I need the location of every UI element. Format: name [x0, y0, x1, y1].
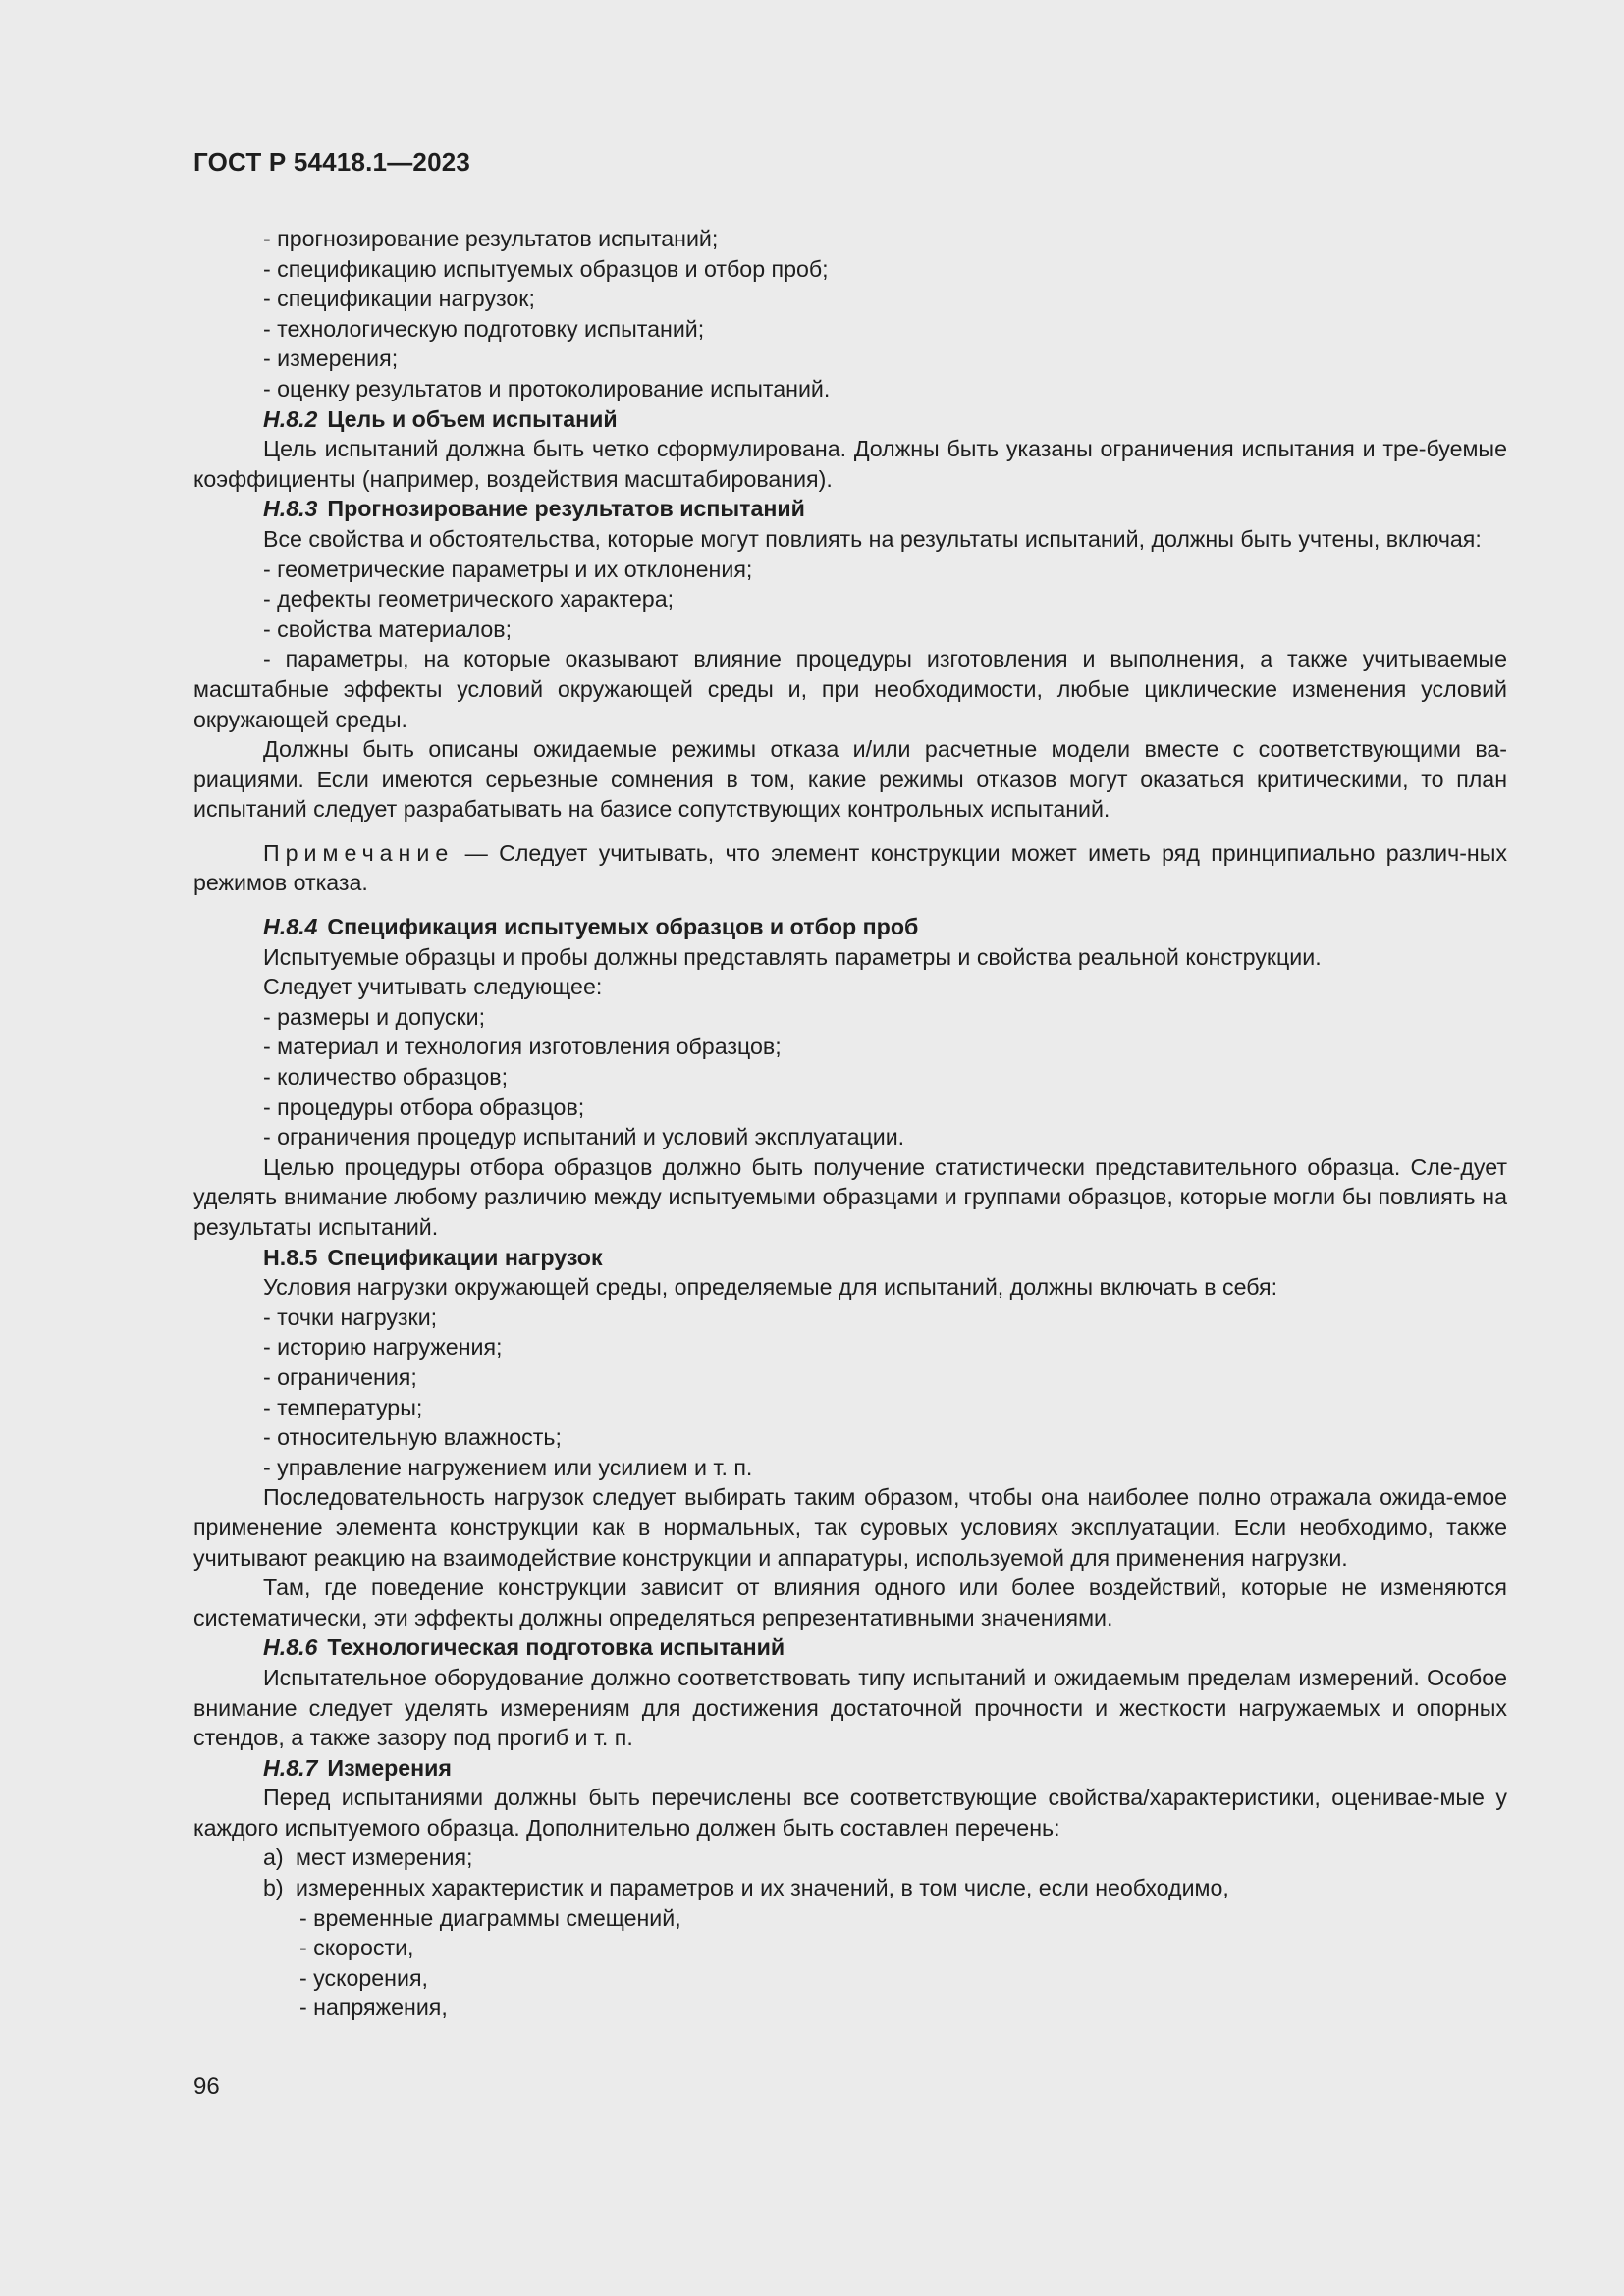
- list-item: - количество образцов;: [263, 1064, 509, 1091]
- list-item: - процедуры отбора образцов;: [263, 1094, 585, 1120]
- note: [193, 838, 1507, 898]
- intro-list: [193, 224, 1507, 404]
- list-item: - свойства материалов;: [263, 615, 513, 642]
- item-label: b): [263, 1875, 284, 1901]
- paragraph: Цель испытаний должна быть четко сформулирована. Должны быть указаны ограничения испытания и тре-буемые коэффициенты (например, воздействия масштабирования).: [193, 436, 1507, 492]
- item-text: измеренных характеристик и параметров и их значений, в том числе, если необходимо,: [296, 1875, 1229, 1901]
- section-title: Измерения: [327, 1754, 452, 1781]
- note-label: Примечание: [263, 839, 455, 866]
- page-body: [193, 224, 1507, 2023]
- paragraph: Следует учитывать следующее:: [263, 974, 603, 1000]
- sub-list-item: - временные диаграммы смещений,: [299, 1904, 681, 1931]
- item-label: a): [263, 1844, 284, 1871]
- paragraph: Условия нагрузки окружающей среды, определяемые для испытаний, должны включать в себя:: [263, 1274, 1278, 1301]
- list-item: - материал и технология изготовления образцов;: [263, 1034, 782, 1060]
- list-item: - измерения;: [263, 346, 399, 372]
- section-number: Н.8.4: [263, 914, 318, 940]
- enumerated-item: [193, 1873, 1507, 1903]
- list-item: - ограничения процедур испытаний и условий эксплуатации.: [263, 1124, 905, 1150]
- list-item: - спецификацию испытуемых образцов и отбор проб;: [263, 255, 829, 282]
- paragraph: Испытуемые образцы и пробы должны представлять параметры и свойства реальной конструкции.: [263, 943, 1322, 970]
- section-number: Н.8.2: [263, 405, 318, 432]
- document-header: ГОСТ Р 54418.1—2023: [193, 147, 471, 177]
- section-heading-h87: [193, 1753, 1507, 1784]
- paragraph: Испытательное оборудование должно соответствовать типу испытаний и ожидаемым пределам измерений. Особое внимание следует уделять измерениям для достижения достаточной прочности и жесткости нагружаемых и опорных стендов, а также зазору под прогиб и т. п.: [193, 1664, 1507, 1751]
- paragraph: Должны быть описаны ожидаемые режимы отказа и/или расчетные модели вместе с соответствующими ва-риациями. Если имеются серьезные сомнения в том, какие режимы отказов могут оказаться критическими, то план испытаний следует разрабатывать на базисе сопутствующих контрольных испытаний.: [193, 736, 1507, 823]
- sub-list-item: - напряжения,: [299, 1995, 448, 2021]
- section-heading-h84: [193, 912, 1507, 942]
- list-item: - точки нагрузки;: [263, 1304, 438, 1330]
- list-item: - относительную влажность;: [263, 1424, 562, 1451]
- sub-list-item: - скорости,: [299, 1935, 414, 1961]
- sub-list-item: - ускорения,: [299, 1964, 428, 1991]
- list-item: - прогнозирование результатов испытаний;: [263, 226, 719, 251]
- list-item: - управление нагружением или усилием и т. п.: [263, 1454, 753, 1480]
- paragraph: Там, где поведение конструкции зависит от влияния одного или более воздействий, которые не изменяются систематически, эти эффекты должны определяться репрезентативными значениями.: [193, 1575, 1507, 1630]
- page-number: 96: [193, 2073, 220, 2100]
- list-item: - технологическую подготовку испытаний;: [263, 315, 705, 342]
- section-title: Прогнозирование результатов испытаний: [327, 496, 805, 522]
- list-item: - спецификации нагрузок;: [263, 286, 535, 312]
- item-text: мест измерения;: [296, 1844, 473, 1871]
- section-title: Спецификация испытуемых образцов и отбор проб: [327, 914, 919, 940]
- list-item: - температуры;: [263, 1394, 423, 1420]
- section-number: Н.8.7: [263, 1754, 318, 1781]
- section-heading-h86: [193, 1632, 1507, 1663]
- list-item: - геометрические параметры и их отклонения;: [263, 556, 753, 582]
- section-title: Цель и объем испытаний: [327, 405, 618, 432]
- list-item: - размеры и допуски;: [263, 1003, 486, 1030]
- enumerated-item: [193, 1842, 1507, 1873]
- paragraph: Все свойства и обстоятельства, которые могут повлиять на результаты испытаний, должны быть учтены, включая:: [263, 525, 1482, 552]
- section-number: Н.8.6: [263, 1634, 318, 1661]
- section-heading-h83: [193, 494, 1507, 524]
- note-text: — Следует учитывать, что элемент конструкции может иметь ряд принципиально различ-ных режимов отказа.: [193, 839, 1507, 896]
- paragraph: Целью процедуры отбора образцов должно быть получение статистически представительного образца. Сле-дует уделять внимание любому различию между испытуемыми образцами и группами образцов, которые могли бы повлиять на результаты испытаний.: [193, 1153, 1507, 1240]
- section-number: Н.8.3: [263, 496, 318, 522]
- section-heading-h85: [193, 1243, 1507, 1273]
- section-number: Н.8.5: [263, 1244, 318, 1270]
- list-item: - дефекты геометрического характера;: [263, 586, 675, 613]
- list-item: - ограничения;: [263, 1363, 417, 1390]
- list-item: - параметры, на которые оказывают влияние процедуры изготовления и выполнения, а также учитываемые масштабные эффекты условий окружающей среды и, при необходимости, любые циклические изменения условий окружающей среды.: [193, 646, 1507, 732]
- paragraph: Перед испытаниями должны быть перечислены все соответствующие свойства/характеристики, оценивае-мые у каждого испытуемого образца. Дополнительно должен быть составлен перечень:: [193, 1785, 1507, 1841]
- paragraph: Последовательность нагрузок следует выбирать таким образом, чтобы она наиболее полно отражала ожида-емое применение элемента конструкции как в нормальных, так суровых условиях эксплуатации. Если необходимо, также учитывают реакцию на взаимодействие конструкции и аппаратуры, используемой для применения нагрузки.: [193, 1484, 1507, 1571]
- section-title: Технологическая подготовка испытаний: [327, 1634, 785, 1661]
- list-item: - историю нагружения;: [263, 1334, 503, 1361]
- list-item: - оценку результатов и протоколирование испытаний.: [263, 375, 831, 401]
- section-heading-h82: [193, 404, 1507, 435]
- section-title: Спецификации нагрузок: [327, 1244, 603, 1270]
